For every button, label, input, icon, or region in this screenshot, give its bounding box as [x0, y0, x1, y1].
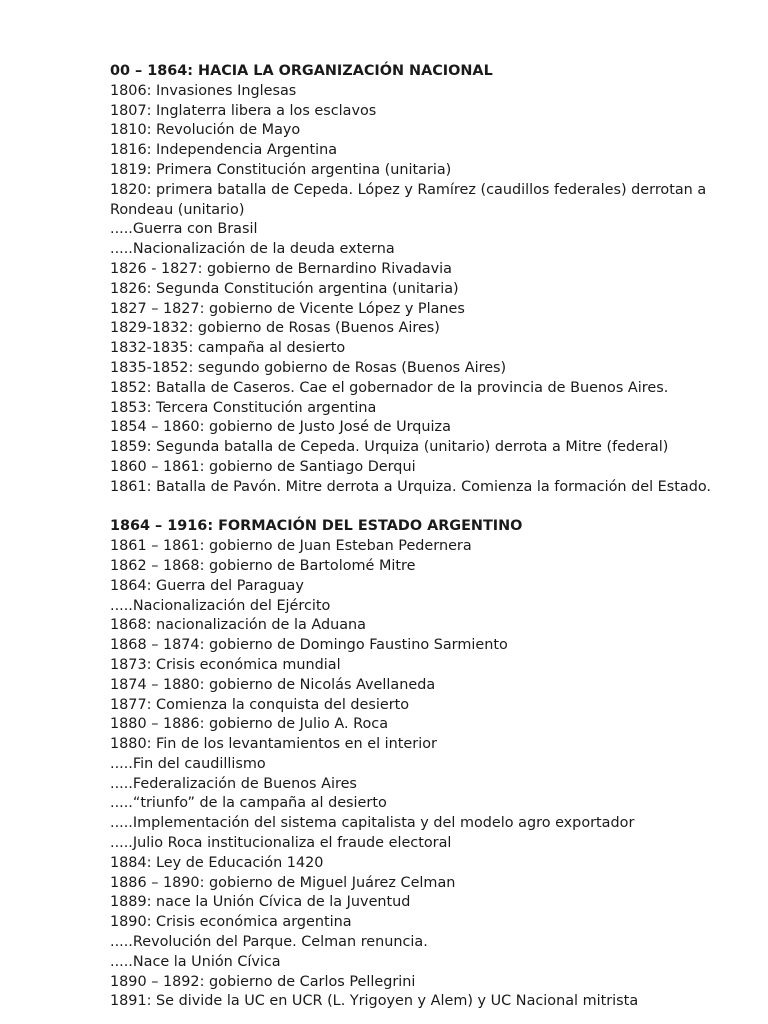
timeline-entry: 1852: Batalla de Caseros. Cae el gobernador de la provincia de Buenos Aires.	[110, 379, 669, 396]
timeline-entry: 1861: Batalla de Pavón. Mitre derrota a Urquiza. Comienza la formación del Estado.	[110, 478, 711, 495]
timeline-entry: 1880: Fin de los levantamientos en el interior	[110, 736, 437, 753]
timeline-entry: 1889: nace la Unión Cívica de la Juventud	[110, 894, 411, 911]
timeline-entry: 1835-1852: segundo gobierno de Rosas (Buenos Aires)	[110, 359, 507, 376]
timeline-entry: 1862 – 1868: gobierno de Bartolomé Mitre	[110, 557, 416, 574]
timeline-entry: 1819: Primera Constitución argentina (unitaria)	[110, 161, 452, 178]
section-formacion-del-estado	[110, 517, 750, 1012]
document-page	[110, 62, 750, 1012]
timeline-entry: 1890: Crisis económica argentina	[110, 914, 352, 931]
timeline-entry: 1826: Segunda Constitución argentina (unitaria)	[110, 280, 459, 297]
timeline-entry: 1877: Comienza la conquista del desierto	[110, 696, 410, 713]
timeline-entry: .....Fin del caudillismo	[110, 755, 266, 772]
timeline-entry: 1827 – 1827: gobierno de Vicente López y Planes	[110, 300, 465, 317]
timeline-entry: 1807: Inglaterra libera a los esclavos	[110, 102, 377, 119]
timeline-entry: 1868: nacionalización de la Aduana	[110, 617, 366, 634]
timeline-entry: 1874 – 1880: gobierno de Nicolás Avellaneda	[110, 676, 436, 693]
timeline-entry: 1820: primera batalla de Cepeda. López y Ramírez (caudillos federales) derrotan a Rondeau (unitario)	[110, 181, 707, 218]
timeline-entry: .....Federalización de Buenos Aires	[110, 775, 357, 792]
timeline-entry: .....Nacionalización de la deuda externa	[110, 241, 395, 258]
timeline-entry: .....Nace la Unión Cívica	[110, 953, 281, 970]
timeline-entry: .....Guerra con Brasil	[110, 221, 258, 238]
timeline-entry: 1806: Invasiones Inglesas	[110, 82, 297, 99]
section-hacia-la-organizacion	[110, 62, 750, 498]
section-heading: 1864 – 1916: FORMACIÓN DEL ESTADO ARGENTINO	[110, 518, 523, 535]
timeline-entry: 1884: Ley de Educación 1420	[110, 854, 324, 871]
timeline-entry: .....Julio Roca institucionaliza el fraude electoral	[110, 835, 452, 852]
timeline-entry: 1864: Guerra del Paraguay	[110, 577, 304, 594]
timeline-entry: .....Revolución del Parque. Celman renuncia.	[110, 934, 428, 951]
timeline-entry: 1886 – 1890: gobierno de Miguel Juárez Celman	[110, 874, 456, 891]
timeline-entry: 1854 – 1860: gobierno de Justo José de Urquiza	[110, 419, 451, 436]
timeline-entry: 1829-1832: gobierno de Rosas (Buenos Aires)	[110, 320, 440, 337]
timeline-entry: 1890 – 1892: gobierno de Carlos Pellegrini	[110, 973, 416, 990]
section-heading: 00 – 1864: HACIA LA ORGANIZACIÓN NACIONAL	[110, 63, 493, 79]
timeline-entry: 1891: Se divide la UC en UCR (L. Yrigoyen y Alem) y UC Nacional mitrista	[110, 993, 639, 1010]
timeline-entry: 1810: Revolución de Mayo	[110, 122, 301, 139]
timeline-entry: 1873: Crisis económica mundial	[110, 656, 341, 673]
timeline-entry: 1816: Independencia Argentina	[110, 142, 338, 159]
timeline-entry: 1832-1835: campaña al desierto	[110, 340, 346, 357]
timeline-entry: .....Nacionalización del Ejército	[110, 597, 331, 614]
timeline-entry: .....“triunfo” de la campaña al desierto	[110, 795, 387, 812]
timeline-entry: .....Implementación del sistema capitalista y del modelo agro exportador	[110, 815, 635, 832]
timeline-entry: 1853: Tercera Constitución argentina	[110, 399, 377, 416]
timeline-entry: 1859: Segunda batalla de Cepeda. Urquiza (unitario) derrota a Mitre (federal)	[110, 439, 669, 456]
timeline-entry: 1826 - 1827: gobierno de Bernardino Rivadavia	[110, 260, 452, 277]
timeline-entry: 1861 – 1861: gobierno de Juan Esteban Pedernera	[110, 538, 472, 555]
timeline-entry: 1880 – 1886: gobierno de Julio A. Roca	[110, 716, 389, 733]
timeline-entry: 1860 – 1861: gobierno de Santiago Derqui	[110, 458, 416, 475]
timeline-entry: 1868 – 1874: gobierno de Domingo Faustino Sarmiento	[110, 637, 508, 654]
